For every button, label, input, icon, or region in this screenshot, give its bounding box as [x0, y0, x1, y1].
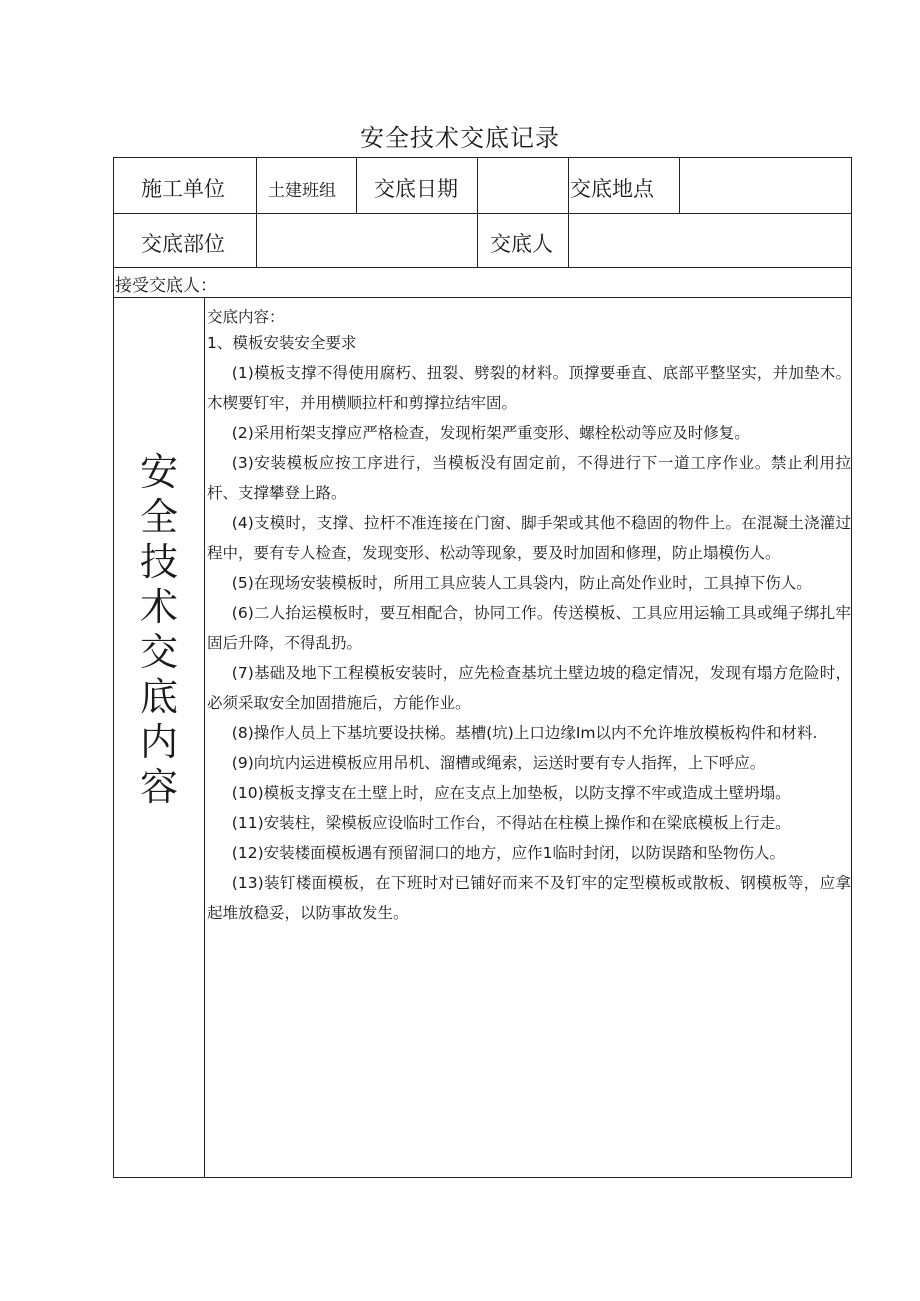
content-side-title	[114, 450, 204, 810]
content-item: (9)向坑内运进模板应用吊机、溜槽或绳索，运送时要有专人指挥，上下呼应。	[231, 754, 766, 772]
side-char: 安	[139, 450, 178, 494]
side-char: 底	[139, 675, 178, 719]
content-item: (13)装钉楼面模板，在下班时对已铺好而来不及钉牢的定型模板或散板、钢模板等，应拿起堆放稳妥，以防事故发生。	[207, 874, 851, 922]
unit-value: 土建班组	[268, 181, 336, 201]
side-char: 容	[139, 765, 178, 809]
side-char: 全	[139, 495, 178, 539]
content-item: (12)安装楼面模板遇有预留洞口的地方，应作1临时封闭，以防误踏和坠物伤人。	[231, 844, 785, 862]
section-heading: 1、模板安装安全要求	[207, 334, 357, 352]
content-item: (11)安装柱，梁模板应设临时工作台，不得站在柱模上操作和在梁底模板上行走。	[231, 814, 791, 832]
part-label: 交底部位	[141, 232, 225, 256]
content-item: (10)模板支撑支在土壁上时，应在支点上加垫板，以防支撑不牢或造成土壁坍塌。	[231, 784, 791, 802]
content-item: (2)采用桁架支撑应严格检查，发现桁架严重变形、螺栓松动等应及时修复。	[231, 424, 750, 442]
content-intro: 交底内容：	[207, 308, 285, 326]
content-item: (4)支模时，支撑、拉杆不准连接在门窗、脚手架或其他不稳固的物件上。在混凝土浇灌过程中，要有专人检查，发现变形、松动等现象，要及时加固和修理，防止塌模伤人。	[207, 514, 851, 562]
content-item: (1)模板支撑不得使用腐朽、扭裂、劈裂的材料。顶撑要垂直、底部平整坚实，并加垫木。木楔要钉牢，并用横顺拉杆和剪撑拉结牢固。	[207, 364, 851, 412]
content-item: (6)二人抬运模板时，要互相配合，协同工作。传送模板、工具应用运输工具或绳子绑扎牢固后升降，不得乱扔。	[207, 604, 851, 652]
side-char: 内	[139, 720, 178, 764]
date-label: 交底日期	[374, 177, 458, 201]
content-item: (8)操作人员上下基坑要设扶梯。基槽(坑)上口边缘Im以内不允许堆放模板构件和材料.	[231, 724, 818, 742]
side-char: 交	[139, 630, 178, 674]
receiver-label: 接受交底人：	[115, 276, 217, 296]
side-char: 术	[139, 585, 178, 629]
content-item: (7)基础及地下工程模板安装时，应先检查基坑土壁边坡的稳定情况，发现有塌方危险时，必须采取安全加固措施后，方能作业。	[207, 664, 851, 712]
unit-label: 施工单位	[141, 177, 225, 201]
content-item: (3)安装模板应按工序进行，当模板没有固定前，不得进行下一道工序作业。禁止利用拉杆、支撑攀登上路。	[207, 454, 851, 502]
person-label: 交底人	[490, 232, 553, 256]
page-title: 安全技术交底记录	[360, 124, 560, 152]
place-label: 交底地点	[570, 177, 654, 201]
content-body	[207, 302, 851, 928]
side-char: 技	[139, 540, 178, 584]
content-item: (5)在现场安装模板时，所用工具应装人工具袋内，防止高处作业时，工具掉下伤人。	[231, 574, 812, 592]
